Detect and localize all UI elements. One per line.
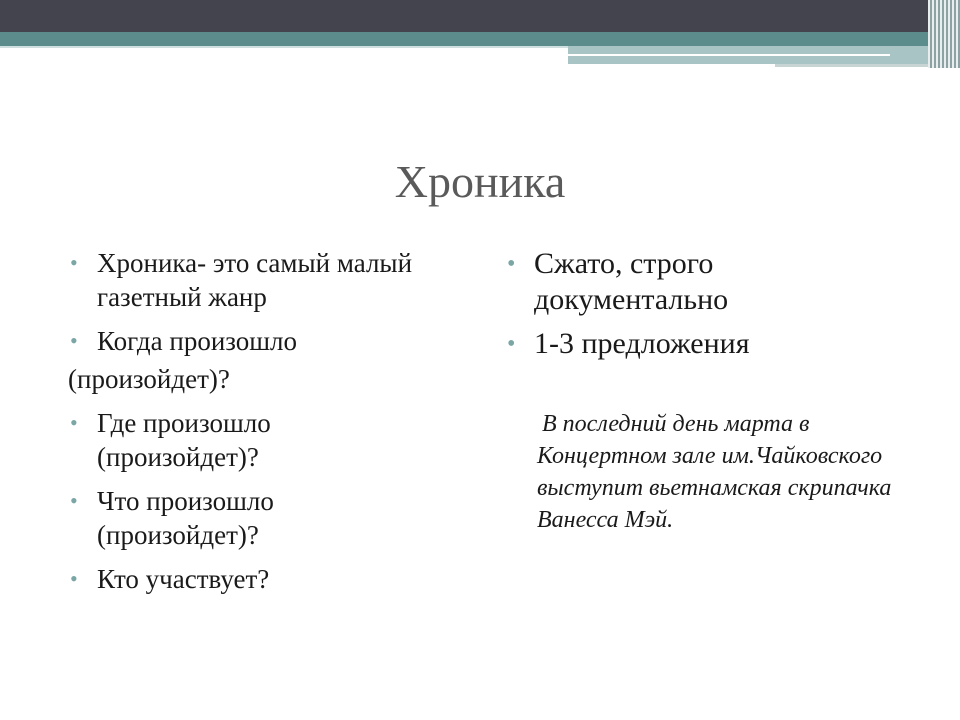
bullet-icon: • [507,251,516,277]
slide-title: Хроника [394,156,566,207]
list-item-text: Хроника- это самый малый газетный жанр [97,248,413,312]
bullet-icon: • [70,566,78,591]
top-band-line [0,46,568,48]
right-column [505,246,905,370]
list-item [68,406,428,474]
bullet-icon: • [70,328,78,353]
list-item-text: 1-3 предложения [534,327,750,360]
bullet-icon: • [70,410,78,435]
list-item-text: Кто участвует? [97,564,270,594]
list-item [505,246,905,318]
top-band-teal [0,32,960,46]
example-text: В последний день марта в Концертном зале им.Чайковского выступит вьетнамская скрипачка Ванесса Мэй. [537,411,892,533]
list-item [68,324,428,358]
list-item [505,326,905,362]
bullet-icon: • [507,331,516,357]
list-item-text: Когда произошло [97,326,298,356]
list-item-text: Что произошло (произойдет)? [97,486,274,550]
list-item-continuation: (произойдет)? [68,364,230,394]
list-item [68,484,428,552]
list-item [68,562,428,596]
top-band-dark [0,0,960,32]
bullet-icon: • [70,488,78,513]
bullet-icon: • [70,250,78,275]
left-column [68,246,428,606]
top-band-stripes [928,0,960,68]
top-band-line [568,54,890,56]
list-item [68,246,428,314]
list-item-text: Где произошло (произойдет)? [97,408,271,472]
list-item-text: Сжато, строго документально [534,247,729,316]
